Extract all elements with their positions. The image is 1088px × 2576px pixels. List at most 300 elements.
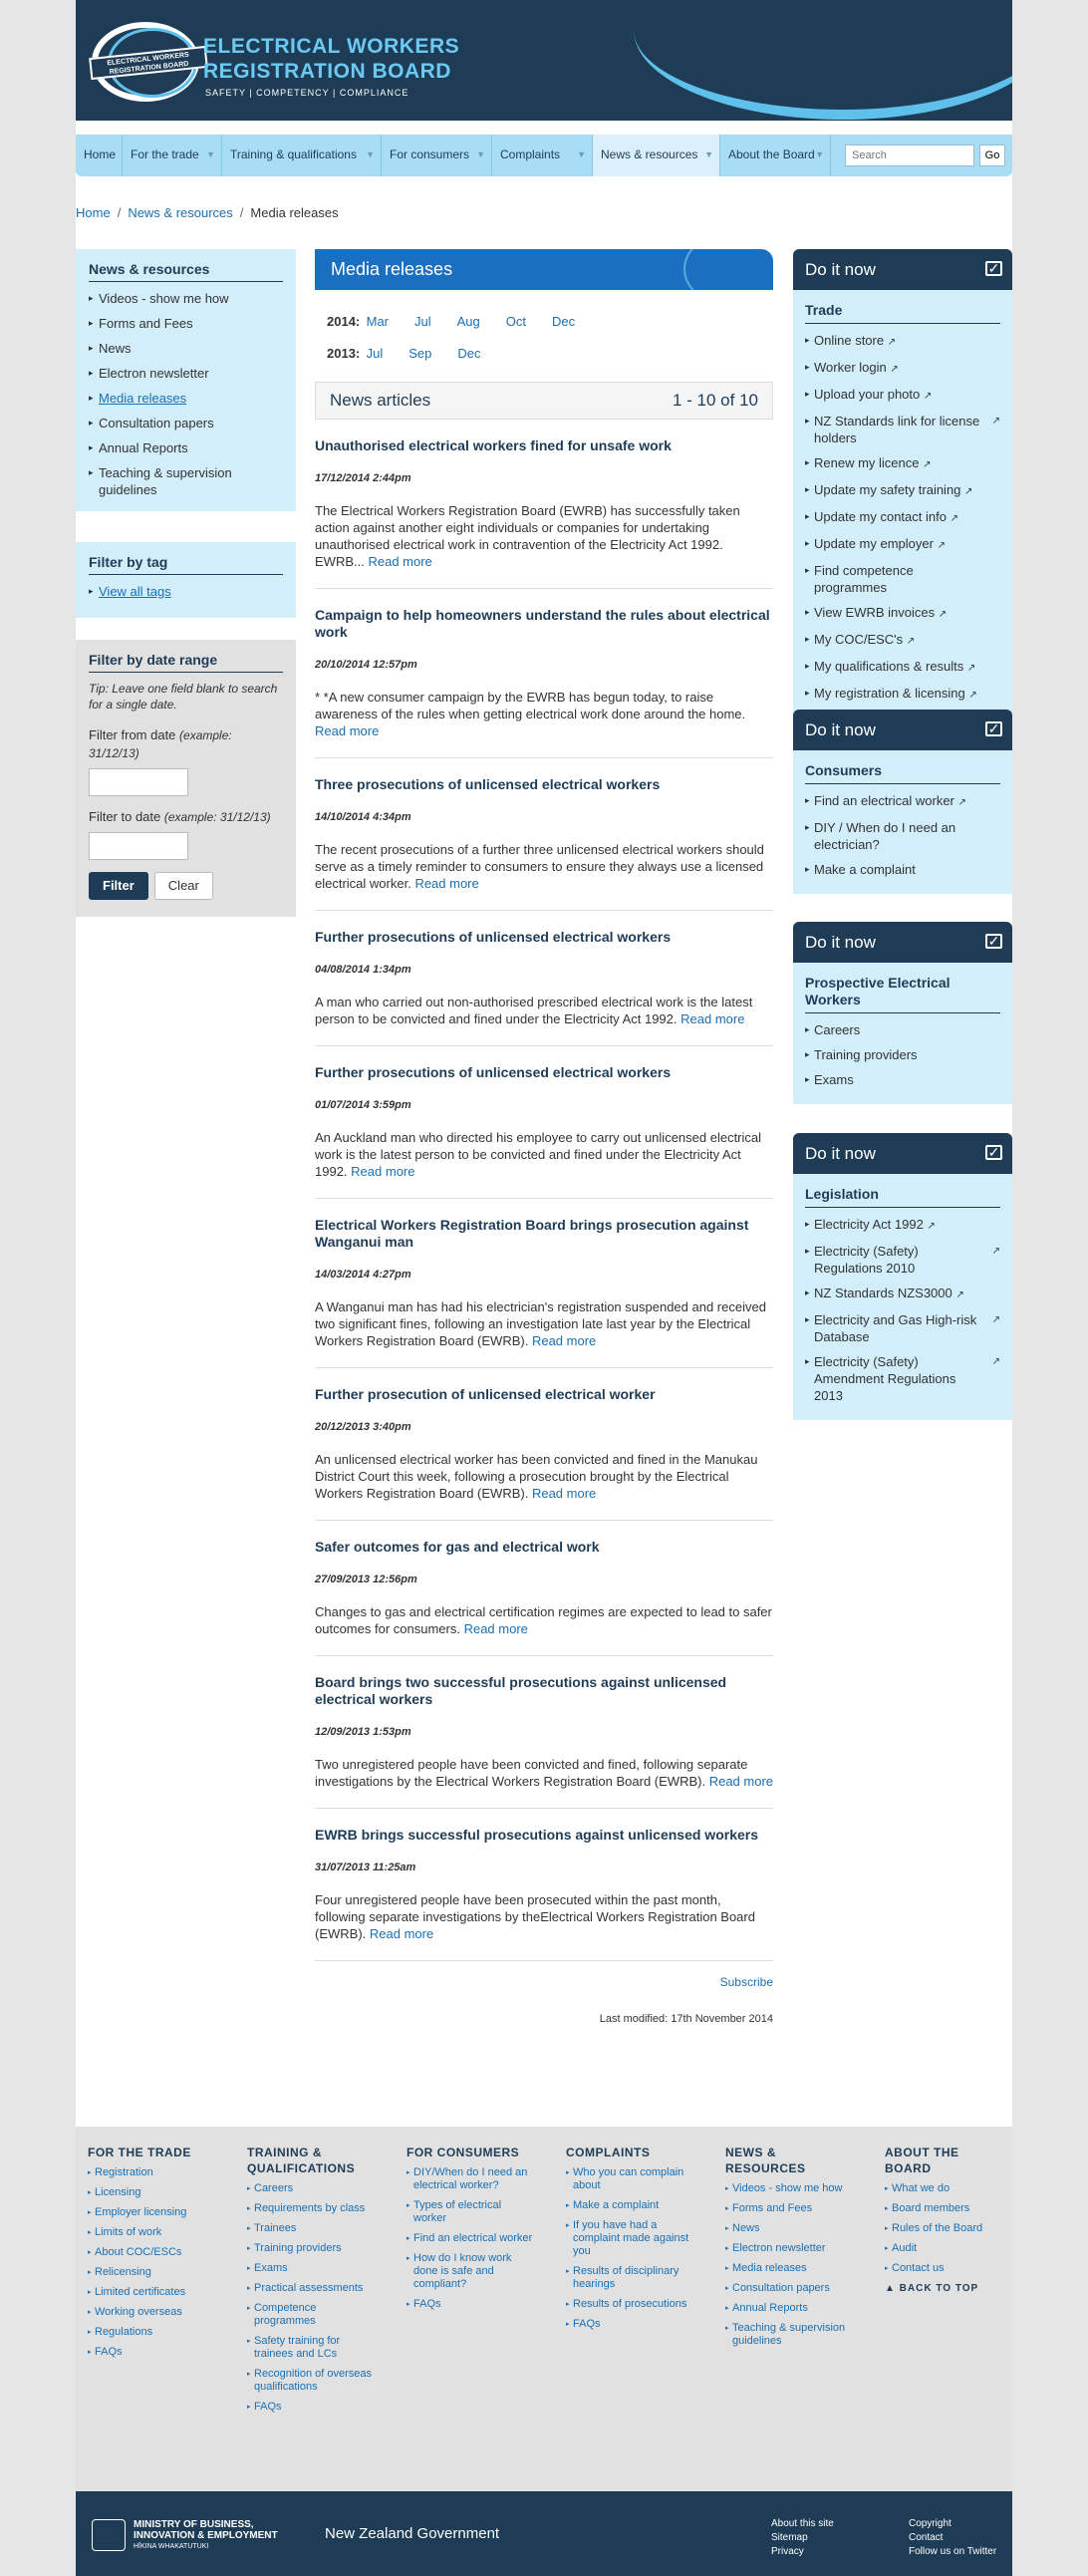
nav-for-the-trade[interactable] <box>123 135 222 176</box>
article-date: 20/12/2013 3:40pm <box>315 1421 411 1433</box>
month-link[interactable]: Oct <box>505 314 527 329</box>
link-text[interactable]: Electricity and Gas High-risk Database <box>814 1312 977 1344</box>
link-qualifications[interactable] <box>805 658 1000 677</box>
article-item <box>315 1199 773 1368</box>
read-more-link[interactable]: Read more <box>351 1164 415 1179</box>
do-it-now-title: Do it now <box>805 720 876 739</box>
article-title[interactable]: Further prosecution of unlicensed electrical worker <box>315 1386 656 1402</box>
breadcrumb-home[interactable]: Home <box>76 205 111 220</box>
article-summary-text: The Electrical Workers Registration Board (EWRB) has successfully taken action against another eight individuals or companies for undertaking unauthorised electrical work in contravention of the Electricity Act 1992. EWRB... <box>315 503 740 569</box>
footer-link-sitemap[interactable]: Sitemap <box>771 2532 808 2543</box>
do-it-now-title: Do it now <box>805 1144 876 1163</box>
footer-link[interactable]: ▸ Results of disciplinary hearings <box>566 2265 695 2291</box>
article-summary-text: An Auckland man who directed his employee to carry out unlicensed electrical work is the latest person to be convicted and fined under the Electricity Act 1992. <box>315 1130 762 1179</box>
sidebar-item-news[interactable]: ▸ News <box>89 340 283 357</box>
breadcrumb-current: Media releases <box>250 205 339 220</box>
footer-link[interactable]: ▸ Recognition of overseas qualifications <box>247 2368 377 2394</box>
nav-label: Training & qualifications <box>230 147 357 161</box>
article-summary-text: Four unregistered people have been prosecuted within the past month, following separate investigations by theElectrical Workers Registration Board (EWRB). <box>315 1892 755 1941</box>
from-date-input[interactable] <box>89 768 188 796</box>
chevron-down-icon: ▼ <box>476 149 485 159</box>
article-list <box>315 420 773 1961</box>
year-label: 2013: <box>327 346 361 361</box>
link-text[interactable]: DIY / When do I need an electrician? <box>814 820 956 852</box>
nav-label: News & resources <box>601 147 698 161</box>
footer-link[interactable]: ▸ Forms and Fees <box>725 2202 855 2215</box>
link-invoices[interactable] <box>805 604 1000 623</box>
site-header <box>76 0 1012 121</box>
footer-link[interactable]: ▸ About COC/ESCs <box>88 2246 227 2259</box>
footer-link[interactable]: ▸ Teaching & supervision guidelines <box>725 2322 855 2348</box>
to-date-label-text: Filter to date <box>89 809 161 824</box>
do-it-now-header <box>793 710 1012 750</box>
footer-link-privacy[interactable]: Privacy <box>771 2546 804 2557</box>
chevron-down-icon: ▼ <box>206 149 215 159</box>
article-summary <box>315 841 773 892</box>
nz-crest-icon <box>92 2519 126 2551</box>
article-date: 14/10/2014 4:34pm <box>315 811 411 823</box>
external-link-icon: ↗ <box>923 459 932 470</box>
brand-title <box>203 34 522 84</box>
footer-link[interactable]: ▸ Media releases <box>725 2262 855 2275</box>
month-link[interactable]: Aug <box>456 314 480 329</box>
article-summary-text: * *A new consumer campaign by the EWRB has begun today, to raise awareness of the rules when getting electrical work done around the home. <box>315 690 746 721</box>
chevron-down-icon: ▼ <box>815 149 824 159</box>
nav-about-board[interactable] <box>720 135 831 176</box>
link-electricity-act[interactable] <box>805 1216 1000 1235</box>
external-link-icon: ↗ <box>991 1356 1000 1367</box>
footer-link[interactable]: ▸ If you have had a complaint made against you <box>566 2219 695 2258</box>
footer-col-training <box>247 2145 377 2421</box>
nav-label: For consumers <box>390 147 470 161</box>
article-title[interactable]: Campaign to help homeowners understand the rules about electrical work <box>315 607 770 640</box>
checkbox-icon: ✓ <box>985 261 1002 276</box>
mbie-line1: MINISTRY OF BUSINESS, <box>134 2519 254 2530</box>
do-it-now-trade <box>793 249 1012 719</box>
sidebar-item-consultation[interactable]: ▸ Consultation papers <box>89 415 283 431</box>
year-row-2014 <box>327 312 773 344</box>
page-title-banner <box>315 249 773 290</box>
link-text[interactable]: Find an electrical worker <box>814 793 954 808</box>
read-more-link[interactable]: Read more <box>680 1011 745 1026</box>
footer-link[interactable]: ▸ How do I know work done is safe and compliant? <box>407 2252 536 2291</box>
trade-title: Trade <box>805 302 1000 324</box>
footer-col-trade <box>88 2145 227 2366</box>
subscribe-row <box>315 1975 773 1989</box>
link-renew-licence[interactable] <box>805 454 1000 473</box>
footer-links-b <box>909 2517 996 2559</box>
to-date-example: (example: 31/12/13) <box>163 810 271 824</box>
brand-title-line1: ELECTRICAL WORKERS <box>203 35 460 58</box>
article-summary <box>315 994 773 1027</box>
search-go-button[interactable]: Go <box>979 144 1005 166</box>
article-summary-text: An unlicensed electrical worker has been convicted and fined in the Manukau District Court this week, following a prosecution brought by the Electrical Workers Registration Board (EWRB). <box>315 1452 758 1501</box>
article-summary-text: The recent prosecutions of a further three unlicensed electrical workers should serve as a timely reminder to consumers to ensure they always use a licensed electrical worker. <box>315 842 764 891</box>
year-label: 2014: <box>327 314 361 329</box>
footer-col-news <box>725 2145 855 2355</box>
article-item <box>315 1809 773 1961</box>
breadcrumb-news-resources[interactable]: News & resources <box>128 205 233 220</box>
link-text[interactable]: Find competence programmes <box>814 563 914 595</box>
footer-col-title: COMPLAINTS <box>566 2146 651 2159</box>
footer-link[interactable]: ▸ Limited certificates <box>88 2286 227 2299</box>
filter-tip: Tip: Leave one field blank to search for a single date. <box>89 682 278 712</box>
month-link[interactable]: Jul <box>366 346 384 361</box>
checkbox-icon: ✓ <box>985 1145 1002 1160</box>
link-find-worker[interactable] <box>805 792 1000 811</box>
footer-links-a <box>771 2517 834 2559</box>
sidebar-item-electron[interactable]: ▸ Electron newsletter <box>89 365 283 382</box>
external-link-icon: ↗ <box>955 1289 964 1300</box>
link-nz-standards[interactable] <box>805 413 1000 446</box>
nav-label: About the Board <box>728 147 815 161</box>
do-it-now-title: Do it now <box>805 933 876 952</box>
back-to-top-link[interactable]: ▲ BACK TO TOP <box>885 2283 979 2294</box>
link-text[interactable]: Worker login <box>814 360 887 375</box>
link-safety-training[interactable] <box>805 481 1000 500</box>
month-link[interactable]: Dec <box>457 346 481 361</box>
external-link-icon: ↗ <box>964 486 973 497</box>
link-amendment-regs[interactable] <box>805 1353 1000 1404</box>
breadcrumb-separator: / <box>117 205 122 220</box>
article-date: 31/07/2013 11:25am <box>315 1861 416 1873</box>
link-text[interactable]: View EWRB invoices <box>814 605 936 620</box>
article-summary-text: Two unregistered people have been convicted and fined, following separate investigations by the Electrical Workers Registration Board (EWRB). <box>315 1757 748 1789</box>
footer-link[interactable]: ▸ Audit <box>885 2242 1004 2255</box>
link-text[interactable]: Careers <box>814 1022 861 1037</box>
external-link-icon: ↗ <box>957 797 966 808</box>
external-link-icon: ↗ <box>991 416 1000 427</box>
read-more-link[interactable]: Read more <box>463 1621 528 1636</box>
link-text[interactable]: Electricity (Safety) Amendment Regulations 2013 <box>814 1354 956 1403</box>
read-more-link[interactable]: Read more <box>368 554 432 569</box>
nav-for-consumers[interactable] <box>382 135 492 176</box>
footer-link[interactable]: ▸ Competence programmes <box>247 2302 377 2328</box>
footer-col-title: TRAINING & QUALIFICATIONS <box>247 2146 356 2175</box>
to-date-label <box>89 808 283 826</box>
nav-news-resources[interactable] <box>593 135 720 176</box>
brand-tagline: SAFETY | COMPETENCY | COMPLIANCE <box>205 88 409 98</box>
do-it-now-header <box>793 1133 1012 1174</box>
breadcrumb <box>76 205 339 220</box>
month-link[interactable]: Sep <box>408 346 432 361</box>
sidebar-news-resources <box>76 249 296 511</box>
link-registration[interactable] <box>805 685 1000 704</box>
article-item <box>315 1521 773 1656</box>
external-link-icon: ↗ <box>937 540 946 551</box>
footer-link[interactable]: ▸ Trainees <box>247 2222 377 2235</box>
link-text[interactable]: NZ Standards NZS3000 <box>814 1286 952 1300</box>
article-summary <box>315 502 773 570</box>
read-more-link[interactable]: Read more <box>414 876 479 891</box>
brand-title-line2: REGISTRATION BOARD <box>203 60 451 83</box>
footer-col-title: NEWS & RESOURCES <box>725 2146 806 2175</box>
link-text[interactable]: Electricity (Safety) Regulations 2010 <box>814 1244 919 1276</box>
sidebar-filter-tag <box>76 542 296 618</box>
mbie-text <box>134 2519 333 2552</box>
sidebar-item-forms[interactable]: ▸ Forms and Fees <box>89 315 283 332</box>
footer-link-copyright[interactable]: Copyright <box>909 2518 952 2529</box>
checkbox-icon: ✓ <box>985 721 1002 736</box>
link-text[interactable]: Exams <box>814 1072 854 1087</box>
footer-col-title: FOR CONSUMERS <box>407 2146 520 2159</box>
article-item <box>315 911 773 1046</box>
link-update-employer[interactable] <box>805 535 1000 554</box>
link-competence[interactable] <box>805 562 1000 596</box>
link-upload-photo[interactable] <box>805 386 1000 405</box>
link-training-providers[interactable] <box>805 1046 1000 1063</box>
footer-link[interactable]: ▸ Make a complaint <box>566 2199 695 2212</box>
footer-link[interactable]: ▸ Rules of the Board <box>885 2222 1004 2235</box>
footer-link[interactable]: ▸ Employer licensing <box>88 2206 227 2219</box>
search-input[interactable] <box>845 144 974 166</box>
link-safety-regs[interactable] <box>805 1243 1000 1277</box>
article-item <box>315 1368 773 1521</box>
external-link-icon: ↗ <box>991 1314 1000 1325</box>
footer-link[interactable]: ▸ FAQs <box>407 2298 536 2311</box>
article-date: 01/07/2014 3:59pm <box>315 1099 411 1111</box>
article-title[interactable]: Three prosecutions of unlicensed electrical workers <box>315 776 661 792</box>
month-link[interactable]: Dec <box>552 314 576 329</box>
footer-link-about-site[interactable]: About this site <box>771 2518 834 2529</box>
footer-link[interactable]: ▸ DIY/When do I need an electrical worker? <box>407 2166 536 2192</box>
link-text[interactable]: Update my contact info <box>814 509 947 524</box>
footer-link[interactable]: ▸ FAQs <box>88 2346 227 2359</box>
link-text[interactable]: NZ Standards link for license holders <box>814 414 980 445</box>
article-summary <box>315 1891 773 1942</box>
link-coc-esc[interactable] <box>805 631 1000 650</box>
link-careers[interactable] <box>805 1021 1000 1038</box>
footer-link[interactable]: ▸ Find an electrical worker <box>407 2232 536 2245</box>
article-title[interactable]: Further prosecutions of unlicensed electrical workers <box>315 1064 672 1080</box>
do-it-now-header <box>793 922 1012 963</box>
link-text[interactable]: Upload your photo <box>814 387 921 402</box>
read-more-link[interactable]: Read more <box>708 1774 774 1789</box>
article-title[interactable]: Safer outcomes for gas and electrical work <box>315 1539 600 1555</box>
header-swoosh <box>634 0 1012 120</box>
link-diy[interactable] <box>805 819 1000 853</box>
do-it-now-consumers <box>793 710 1012 894</box>
year-row-2013 <box>327 344 773 376</box>
filter-tag-title: Filter by tag <box>89 554 283 575</box>
link-make-complaint[interactable] <box>805 861 1000 878</box>
external-link-icon: ↗ <box>968 690 977 701</box>
chevron-down-icon: ▼ <box>577 149 586 159</box>
footer-link-contact[interactable]: Contact <box>909 2532 944 2543</box>
external-link-icon: ↗ <box>923 391 933 402</box>
month-link[interactable]: Mar <box>366 314 390 329</box>
sidebar-item-videos[interactable]: ▸ Videos - show me how <box>89 290 283 307</box>
external-link-icon: ↗ <box>938 609 948 620</box>
nav-label: Complaints <box>500 147 561 161</box>
article-summary-text: Changes to gas and electrical certification regimes are expected to lead to safer outcomes for consumers. <box>315 1604 772 1636</box>
articles-count: 1 - 10 of 10 <box>672 391 758 410</box>
footer-link[interactable]: ▸ Consultation papers <box>725 2282 855 2295</box>
read-more-link[interactable]: Read more <box>369 1926 434 1941</box>
from-date-label-text: Filter from date <box>89 727 176 742</box>
subscribe-link[interactable]: Subscribe <box>719 1975 773 1989</box>
articles-title: News articles <box>330 391 431 410</box>
checkbox-icon: ✓ <box>985 934 1002 949</box>
article-item <box>315 1046 773 1199</box>
footer-link[interactable]: ▸ Videos - show me how <box>725 2182 855 2195</box>
footer-link[interactable]: ▸ FAQs <box>566 2318 695 2331</box>
prospective-title: Prospective Electrical Workers <box>805 975 1000 1013</box>
article-summary <box>315 689 773 739</box>
link-worker-login[interactable] <box>805 359 1000 378</box>
footer-link[interactable]: ▸ Working overseas <box>88 2306 227 2319</box>
do-it-now-header <box>793 249 1012 290</box>
footer-col-consumers <box>407 2145 536 2318</box>
footer-link[interactable]: ▸ Who you can complain about <box>566 2166 695 2192</box>
article-item <box>315 589 773 758</box>
link-text[interactable]: Renew my licence <box>814 455 920 470</box>
nav-home[interactable] <box>76 135 123 176</box>
link-text[interactable]: My qualifications & results <box>814 659 964 674</box>
article-date: 12/09/2013 1:53pm <box>315 1726 411 1738</box>
footer-link[interactable]: ▸ Board members <box>885 2202 1004 2215</box>
external-link-icon: ↗ <box>927 1221 936 1232</box>
from-date-label <box>89 726 283 762</box>
footer-link[interactable]: ▸ News <box>725 2222 855 2235</box>
footer-link[interactable]: ▸ What we do <box>885 2182 1004 2195</box>
article-title[interactable]: Further prosecutions of unlicensed electrical workers <box>315 929 672 945</box>
legislation-title: Legislation <box>805 1186 1000 1208</box>
external-link-icon: ↗ <box>991 1246 1000 1257</box>
logo-text: ELECTRICAL WORKERS REGISTRATION BOARD <box>89 46 208 80</box>
clear-button[interactable]: Clear <box>154 872 213 900</box>
page-title: Media releases <box>331 259 453 279</box>
articles-header <box>315 382 773 420</box>
article-date: 20/10/2014 12:57pm <box>315 659 417 671</box>
article-title[interactable]: Board brings two successful prosecutions against unlicensed electrical workers <box>315 1674 727 1707</box>
footer-col-title: FOR THE TRADE <box>88 2146 191 2159</box>
sidebar-title: News & resources <box>89 261 283 282</box>
link-text[interactable]: Update my employer <box>814 536 934 551</box>
to-date-input[interactable] <box>89 832 188 860</box>
footer-link-twitter[interactable]: Follow us on Twitter <box>909 2546 997 2557</box>
read-more-link[interactable]: Read more <box>531 1333 597 1348</box>
article-summary <box>315 1298 773 1349</box>
footer-link[interactable]: ▸ Licensing <box>88 2186 227 2199</box>
footer-col-complaints <box>566 2145 695 2338</box>
footer-col-title: ABOUT THE BOARD <box>885 2146 959 2175</box>
mbie-line3: HĪKINA WHAKATUTUKI <box>134 2543 209 2550</box>
article-summary <box>315 1756 773 1790</box>
footer-link[interactable]: ▸ Safety training for trainees and LCs <box>247 2335 377 2361</box>
footer-link[interactable]: ▸ Registration <box>88 2166 227 2179</box>
filter-date-title: Filter by date range <box>89 652 283 673</box>
do-it-now-title: Do it now <box>805 260 876 279</box>
link-text[interactable]: Electricity Act 1992 <box>814 1217 924 1232</box>
chevron-down-icon: ▼ <box>366 149 375 159</box>
external-link-icon: ↗ <box>966 663 976 674</box>
archive-years <box>315 290 773 376</box>
sidebar-item-annual-reports[interactable]: ▸ Annual Reports <box>89 439 283 456</box>
nav-label: For the trade <box>131 147 199 161</box>
read-more-link[interactable]: Read more <box>531 1486 597 1501</box>
external-link-icon: ↗ <box>950 513 958 524</box>
footer-link[interactable]: ▸ Regulations <box>88 2326 227 2339</box>
article-title[interactable]: EWRB brings successful prosecutions against unlicensed workers <box>315 1827 759 1843</box>
external-link-icon: ↗ <box>906 636 916 647</box>
article-summary <box>315 1603 773 1637</box>
link-text[interactable]: My COC/ESC's <box>814 632 904 647</box>
footer-link[interactable]: ▸ FAQs <box>247 2401 377 2414</box>
banner-swirl-icon <box>683 249 773 290</box>
link-contact-info[interactable] <box>805 508 1000 527</box>
breadcrumb-separator: / <box>239 205 244 220</box>
view-all-tags-link[interactable]: ▸ View all tags <box>89 583 283 600</box>
footer-link[interactable]: ▸ Electron newsletter <box>725 2242 855 2255</box>
external-link-icon: ↗ <box>887 337 897 348</box>
nz-government-logo[interactable]: New Zealand Government <box>325 2525 500 2542</box>
footer-link[interactable]: ▸ Exams <box>247 2262 377 2275</box>
footer-link[interactable]: ▸ Contact us <box>885 2262 1004 2275</box>
link-high-risk-db[interactable] <box>805 1311 1000 1345</box>
filter-button[interactable]: Filter <box>89 872 148 900</box>
footer-link[interactable]: ▸ Types of electrical worker <box>407 2199 536 2225</box>
do-it-now-prospective <box>793 922 1012 1104</box>
article-title[interactable]: Unauthorised electrical workers fined for unsafe work <box>315 437 672 453</box>
sidebar-item-media-releases[interactable]: ▸ Media releases <box>89 390 283 407</box>
sidebar-filter-date <box>76 640 296 917</box>
main-nav <box>76 135 1012 176</box>
consumers-title: Consumers <box>805 762 1000 784</box>
article-item <box>315 420 773 589</box>
external-link-icon: ↗ <box>890 364 899 375</box>
link-nzs3000[interactable] <box>805 1285 1000 1303</box>
read-more-link[interactable]: Read more <box>315 723 380 738</box>
chevron-down-icon: ▼ <box>704 149 713 159</box>
sidebar-item-teaching[interactable]: ▸ Teaching & supervision guidelines <box>89 464 283 498</box>
footer-link[interactable]: ▸ Relicensing <box>88 2266 227 2279</box>
article-date: 04/08/2014 1:34pm <box>315 964 411 976</box>
footer-link[interactable]: ▸ Limits of work <box>88 2226 227 2239</box>
nav-training[interactable] <box>222 135 382 176</box>
link-text[interactable]: Training providers <box>814 1047 918 1062</box>
article-date: 27/09/2013 12:56pm <box>315 1574 417 1585</box>
page <box>76 0 1012 2576</box>
footer-link[interactable]: ▸ Annual Reports <box>725 2302 855 2315</box>
main-content <box>315 249 773 2025</box>
footer-link[interactable]: ▸ Training providers <box>247 2242 377 2255</box>
link-text[interactable]: Make a complaint <box>814 862 916 877</box>
site-footer <box>76 2127 1012 2491</box>
footer-link[interactable]: ▸ Practical assessments <box>247 2282 377 2295</box>
mbie-line2: INNOVATION & EMPLOYMENT <box>134 2530 278 2541</box>
month-link[interactable]: Jul <box>414 314 431 329</box>
nav-label: Home <box>84 147 117 161</box>
link-text[interactable]: Update my safety training <box>814 482 961 497</box>
article-title[interactable]: Electrical Workers Registration Board brings prosecution against Wanganui man <box>315 1217 749 1250</box>
do-it-now-legislation <box>793 1133 1012 1420</box>
article-summary-text: A man who carried out non-authorised prescribed electrical work is the latest person to be convicted and fined under the Electricity Act 1992. <box>315 995 753 1026</box>
footer-link[interactable]: ▸ Results of prosecutions <box>566 2298 695 2311</box>
footer-link[interactable]: ▸ Requirements by class <box>247 2202 377 2215</box>
link-text[interactable]: Online store <box>814 333 885 348</box>
link-exams[interactable] <box>805 1071 1000 1088</box>
footer-link[interactable]: ▸ Careers <box>247 2182 377 2195</box>
article-item <box>315 1656 773 1809</box>
nav-complaints[interactable] <box>492 135 593 176</box>
last-modified: Last modified: 17th November 2014 <box>599 2013 773 2025</box>
link-text[interactable]: My registration & licensing <box>814 686 965 701</box>
article-summary <box>315 1451 773 1502</box>
link-online-store[interactable] <box>805 332 1000 351</box>
government-bar <box>76 2491 1012 2576</box>
article-date: 14/03/2014 4:27pm <box>315 1269 411 1281</box>
